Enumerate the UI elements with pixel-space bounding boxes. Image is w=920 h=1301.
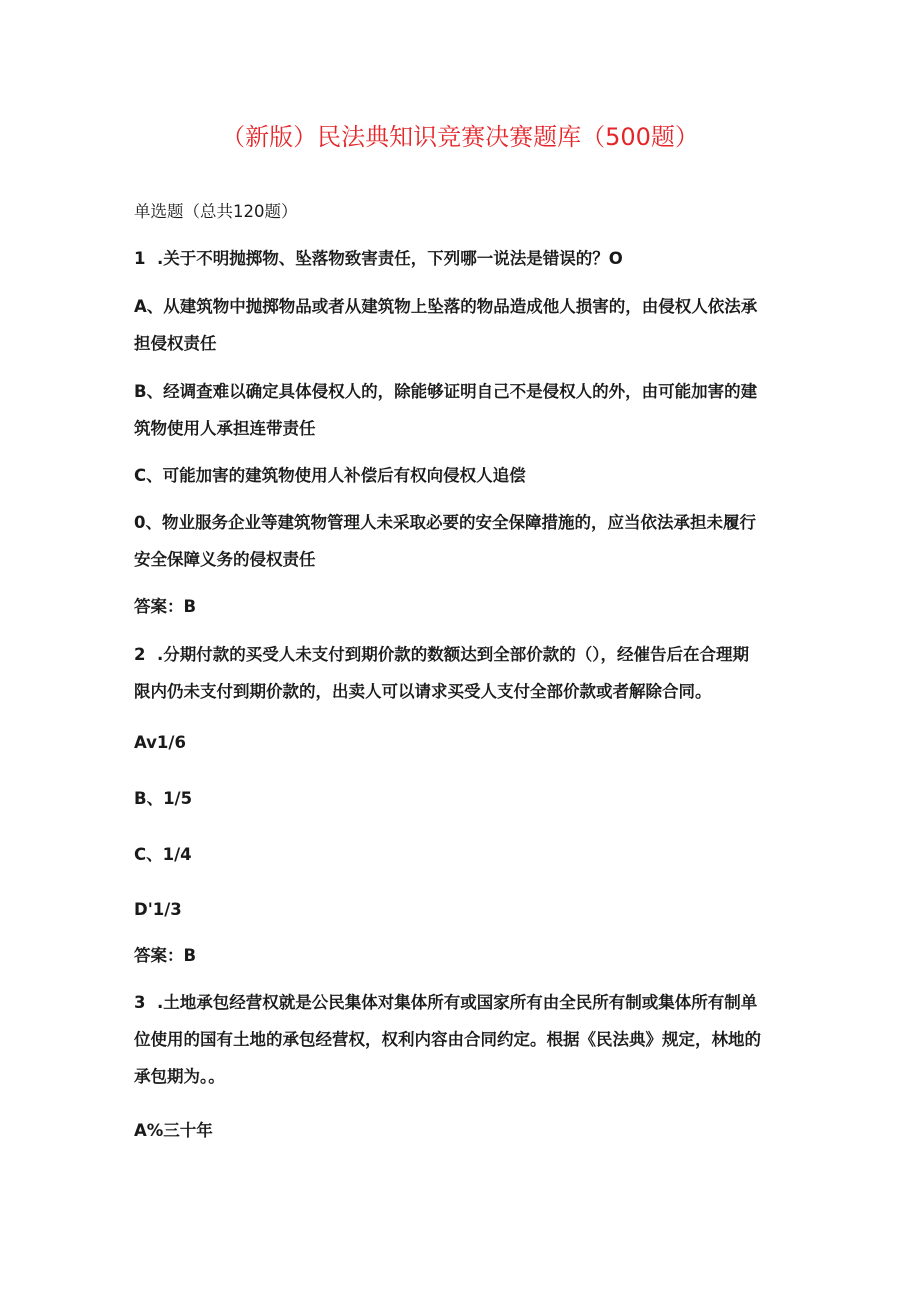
- question-1-option-b-line-2: 筑物使用人承担连带责任: [134, 419, 316, 438]
- question-2-option-a: Av1/6: [134, 733, 186, 752]
- question-2-option-b: B、1/5: [134, 789, 193, 808]
- question-1-option-c: C、可能加害的建筑物使用人补偿后有权向侵权人追偿: [134, 466, 526, 485]
- question-1-option-d-line-1: 0、物业服务企业等建筑物管理人未采取必要的安全保障措施的，应当依法承担未履行: [134, 513, 756, 532]
- question-2-stem-line-2: 限内仍未支付到期价款的，出卖人可以请求买受人支付全部价款或者解除合同。: [134, 682, 712, 701]
- question-1-answer: 答案：B: [134, 597, 197, 616]
- question-3-option-a: A%三十年: [134, 1121, 213, 1140]
- question-3-stem-line-1: 3 .土地承包经营权就是公民集体对集体所有或国家所有由全民所有制或集体所有制单: [134, 993, 758, 1012]
- question-2-stem-line-1: 2 .分期付款的买受人未支付到期价款的数额达到全部价款的（），经催告后在合理期: [134, 645, 749, 664]
- question-2-option-d: D'1/3: [134, 900, 182, 919]
- question-1-stem-line-1: 1 .关于不明抛掷物、坠落物致害责任，下列哪一说法是错误的？O: [134, 249, 623, 268]
- section-heading: 单选题（总共120题）: [134, 202, 298, 221]
- question-1-option-a-line-2: 担侵权责任: [134, 334, 217, 353]
- document-title: （新版）民法典知识竞赛决赛题库（500题）: [221, 123, 699, 151]
- question-3-stem-line-2: 位使用的国有土地的承包经营权，权利内容由合同约定。根据《民法典》规定，林地的: [134, 1030, 761, 1049]
- question-1-option-d-line-2: 安全保障义务的侵权责任: [134, 550, 316, 569]
- question-2-option-c: C、1/4: [134, 845, 192, 864]
- question-3-stem-line-3: 承包期为。。: [134, 1067, 225, 1086]
- question-1-option-a-line-1: A、从建筑物中抛掷物品或者从建筑物上坠落的物品造成他人损害的，由侵权人依法承: [134, 297, 758, 316]
- question-2-answer: 答案：B: [134, 946, 197, 965]
- question-1-option-b-line-1: B、经调查难以确定具体侵权人的，除能够证明自己不是侵权人的外，由可能加害的建: [134, 382, 758, 401]
